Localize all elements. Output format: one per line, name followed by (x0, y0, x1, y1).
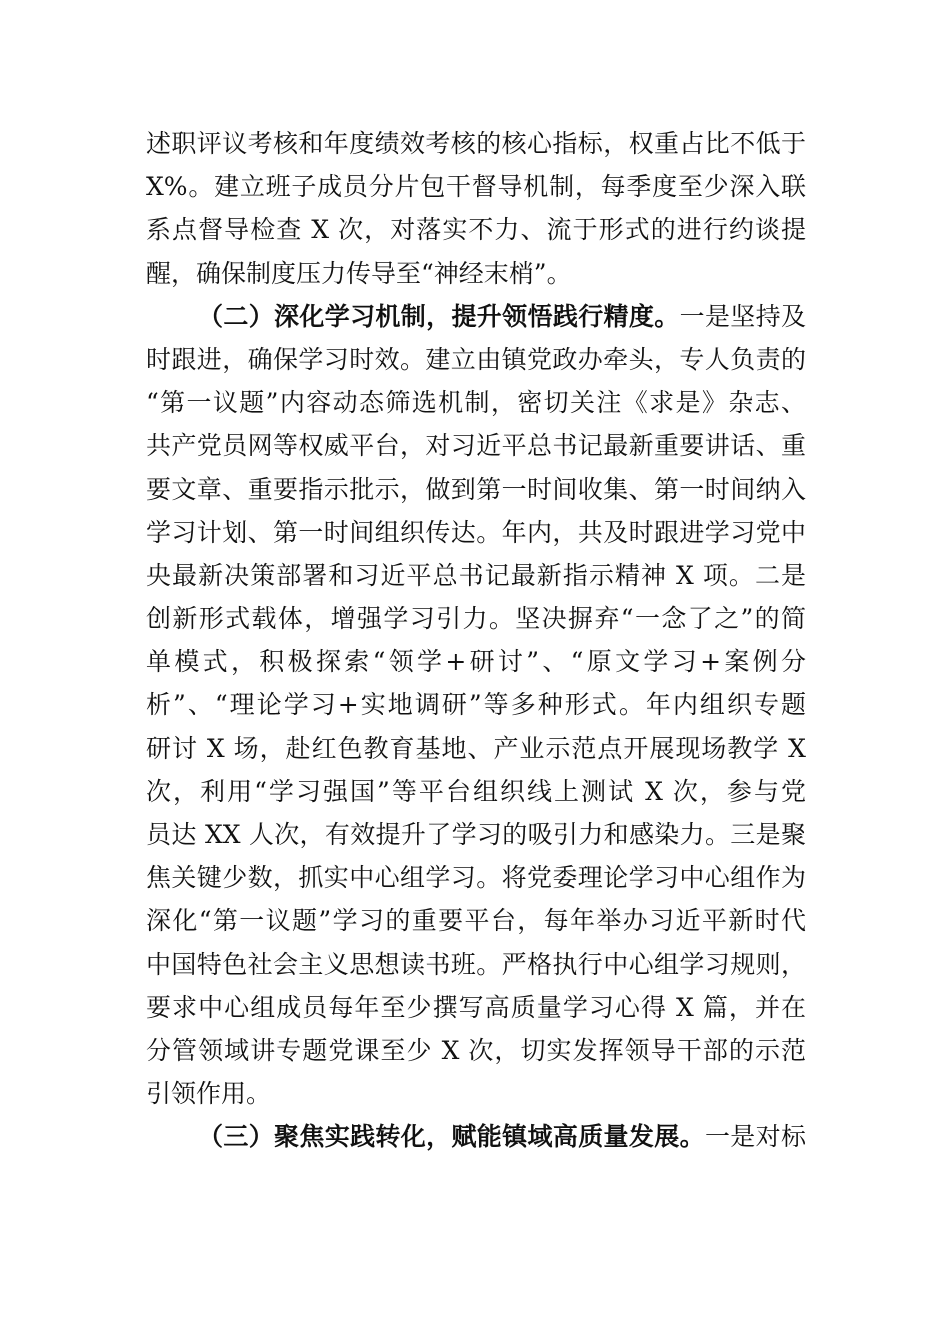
text-line: 系点督导检查 X 次，对落实不力、流于形式的进行约谈提 (146, 215, 806, 245)
text-line: 深化“第一议题”学习的重要平台，每年举办习近平新时代 (146, 906, 806, 936)
text-line: 共产党员网等权威平台，对习近平总书记最新重要讲话、重 (146, 431, 806, 461)
section-heading: （二）深化学习机制，提升领悟践行精度。 (198, 301, 680, 331)
text-line: 央最新决策部署和习近平总书记最新指示精神 X 项。二是 (146, 560, 806, 590)
text-line (146, 1115, 806, 1158)
text-line: X%。建立班子成员分片包干督导机制，每季度至少深入联 (146, 172, 806, 202)
text-line: 次，利用“学习强国”等平台组织线上测试 X 次，参与党 (146, 776, 806, 806)
text-line: 醒，确保制度压力传导至“神经末梢”。 (146, 258, 572, 288)
section-heading: （三）聚焦实践转化，赋能镇域高质量发展。 (198, 1122, 705, 1152)
text-line: 分管领域讲专题党课至少 X 次，切实发挥领导干部的示范 (146, 1035, 806, 1065)
text-line: 时跟进，确保学习时效。建立由镇党政办牵头，专人负责的 (146, 344, 806, 374)
text-line: “第一议题”内容动态筛选机制，密切关注《求是》杂志、 (146, 388, 806, 418)
text-line: 学习计划、第一时间组织传达。年内，共及时跟进学习党中 (146, 517, 806, 547)
text-line: 单模式，积极探索“领学+研讨”、“原文学习+案例分 (146, 647, 806, 677)
document-body (146, 122, 806, 1159)
text-line: 析”、“理论学习+实地调研”等多种形式。年内组织专题 (146, 690, 806, 720)
text-line: 中国特色社会主义思想读书班。严格执行中心组学习规则， (146, 949, 806, 979)
text-run: 一是对标 (704, 1122, 806, 1152)
paragraph-1 (146, 122, 806, 295)
text-line: 焦关键少数，抓实中心组学习。将党委理论学习中心组作为 (146, 863, 806, 893)
text-line: 研讨 X 场，赴红色教育基地、产业示范点开展现场教学 X (146, 733, 806, 763)
text-run: 一是坚持及 (679, 301, 806, 331)
text-line: 创新形式载体，增强学习引力。坚决摒弃“一念了之”的简 (146, 604, 806, 634)
text-line: 述职评议考核和年度绩效考核的核心指标，权重占比不低于 (146, 129, 806, 158)
text-line: 要求中心组成员每年至少撰写高质量学习心得 X 篇，并在 (146, 992, 806, 1022)
text-line: 要文章、重要指示批示，做到第一时间收集、第一时间纳入 (146, 474, 806, 504)
text-line: 员达 XX 人次，有效提升了学习的吸引力和感染力。三是聚 (146, 820, 806, 849)
text-line: 引领作用。 (146, 1079, 272, 1109)
paragraph-3 (146, 1115, 806, 1158)
paragraph-2 (146, 295, 806, 1116)
text-line (146, 295, 806, 338)
